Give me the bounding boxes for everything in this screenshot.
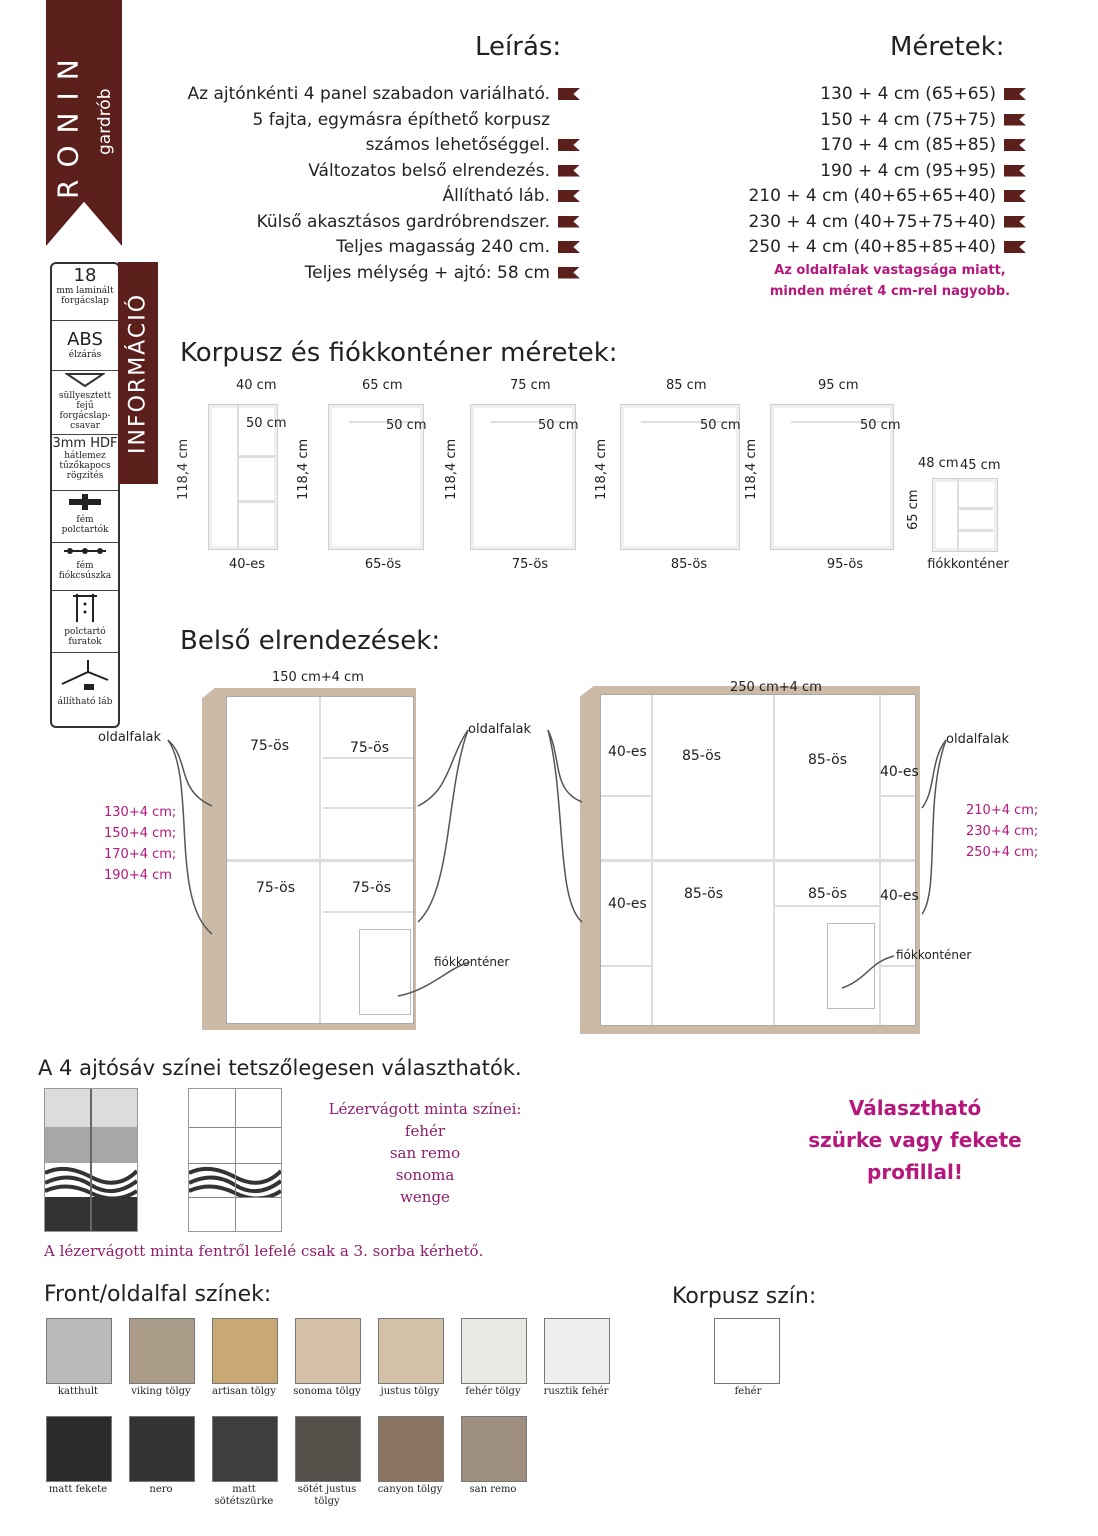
- size-line: 210 + 4 cm (40+65+65+40): [720, 184, 1026, 210]
- color-swatch: [378, 1318, 444, 1384]
- corpus-color-title: Korpusz szín:: [672, 1284, 817, 1309]
- color-swatch-label: nero: [149, 1484, 173, 1495]
- cab-95-depth: 50 cm: [860, 418, 901, 433]
- color-swatch-label: matt fekete: [48, 1484, 108, 1495]
- color-swatch-label: katthult: [57, 1386, 99, 1397]
- feature-abs: ABS élzárás: [52, 322, 118, 371]
- front-colors-title: Front/oldalfal színek:: [44, 1282, 272, 1307]
- cab-65-label: 65-ös: [364, 557, 402, 572]
- drawer-label: fiókkonténer: [927, 557, 1009, 572]
- corpus-color-label: fehér: [734, 1386, 762, 1397]
- description-line: Változatos belső elrendezés.: [150, 159, 580, 185]
- description-line: Teljes magasság 240 cm.: [150, 235, 580, 261]
- size-line: 190 + 4 cm (95+95): [720, 159, 1026, 185]
- laser-colors: Lézervágott minta színei: fehér san remo sonoma wenge: [328, 1100, 522, 1206]
- size-line: 170 + 4 cm (85+85): [720, 133, 1026, 159]
- feature-hdf: 3mm HDF hátlemez tűzőkapocs rögzítés: [52, 436, 118, 491]
- drawer-width: 45 cm: [960, 458, 1001, 473]
- feature-screw: süllyesztett fejű forgácslap-csavar: [52, 372, 118, 435]
- color-swatch: [378, 1416, 444, 1482]
- description-line: számos lehetőséggel.: [150, 133, 580, 159]
- info-label: INFORMÁCIÓ: [125, 292, 151, 454]
- left-sides-label-right: oldalfalak: [468, 722, 532, 737]
- corpus-title: Korpusz és fiókkonténer méretek:: [180, 338, 618, 368]
- feature-drawer-slide: fém fiókcsúszka: [52, 544, 118, 591]
- right-sides-label: oldalfalak: [946, 732, 1010, 747]
- feature-adjustable-leg: állítható láb: [52, 654, 118, 724]
- color-swatch: [295, 1416, 361, 1482]
- color-swatch: [212, 1318, 278, 1384]
- corpus-color-swatch: [714, 1318, 780, 1384]
- left-size-list: 130+4 cm; 150+4 cm; 170+4 cm; 190+4 cm: [104, 805, 177, 883]
- sizes-title: Méretek:: [890, 32, 1005, 62]
- left-label-2: 75-ös: [350, 740, 389, 756]
- right-label-5: 40-es: [608, 896, 647, 912]
- right-width: 250 cm+4 cm: [730, 680, 822, 695]
- feature-shelf-holes: polctartó furatok: [52, 592, 118, 653]
- color-swatch: [46, 1318, 112, 1384]
- size-line: 150 + 4 cm (75+75): [720, 108, 1026, 134]
- right-label-8: 40-es: [880, 888, 919, 904]
- color-swatch: [129, 1318, 195, 1384]
- color-swatch: [212, 1416, 278, 1482]
- cab-85-width: 85 cm: [666, 378, 707, 393]
- cab-85-height: 118,4 cm: [594, 438, 609, 500]
- color-swatch: [295, 1318, 361, 1384]
- cab-85-depth: 50 cm: [700, 418, 741, 433]
- cab-40-label: 40-es: [228, 557, 265, 572]
- color-swatch-label: canyon tölgy: [377, 1484, 443, 1495]
- right-label-2: 85-ös: [682, 748, 721, 764]
- drawer-height: 65 cm: [906, 489, 921, 530]
- cab-85-label: 85-ös: [670, 557, 708, 572]
- description-line: Az ajtónkénti 4 panel szabadon variálható.: [150, 82, 580, 108]
- doors-title: A 4 ajtósáv színei tetszőlegesen választhatók.: [38, 1056, 522, 1080]
- cab-65-width: 65 cm: [362, 378, 403, 393]
- size-line: 230 + 4 cm (40+75+75+40): [720, 210, 1026, 236]
- cab-40-width: 40 cm: [236, 378, 277, 393]
- left-label-1: 75-ös: [250, 738, 289, 754]
- cab-40-height: 118,4 cm: [176, 438, 191, 500]
- description-title: Leírás:: [475, 32, 562, 62]
- description-line: Teljes mélység + ajtó: 58 cm: [150, 261, 580, 287]
- right-label-3: 85-ös: [808, 752, 847, 768]
- color-swatch: [461, 1416, 527, 1482]
- size-note: Az oldalfalak vastagsága miatt, minden méret 4 cm-rel nagyobb.: [769, 263, 1011, 299]
- color-swatch-label: viking tölgy: [131, 1386, 191, 1397]
- feature-shelf-holder: fém polctartók: [52, 492, 118, 543]
- cab-65-height: 118,4 cm: [296, 438, 311, 500]
- cab-95-height: 118,4 cm: [744, 438, 759, 500]
- right-size-list: 210+4 cm; 230+4 cm; 250+4 cm;: [966, 803, 1039, 860]
- right-label-4: 40-es: [880, 764, 919, 780]
- color-swatch: [461, 1318, 527, 1384]
- left-width: 150 cm+4 cm: [272, 670, 364, 685]
- color-swatch-label: san remo: [469, 1484, 517, 1495]
- color-swatch-label: justus tölgy: [380, 1386, 440, 1397]
- right-label-7: 85-ös: [808, 886, 847, 902]
- description-line: Külső akasztásos gardróbrendszer.: [150, 210, 580, 236]
- color-swatch: [46, 1416, 112, 1482]
- color-swatch-label: artisan tölgy: [212, 1386, 276, 1397]
- left-sides-label: oldalfalak: [98, 730, 162, 745]
- right-label-6: 85-ös: [684, 886, 723, 902]
- right-label-1: 40-es: [608, 744, 647, 760]
- color-swatch-label: matt sötétszürke: [214, 1484, 274, 1507]
- cab-95-width: 95 cm: [818, 378, 859, 393]
- color-swatch-label: sötét justus tölgy: [297, 1484, 357, 1507]
- size-line: 130 + 4 cm (65+65): [720, 82, 1026, 108]
- brand-subtitle: gardrób: [95, 88, 115, 156]
- color-swatch-label: rusztik fehér: [543, 1386, 609, 1397]
- color-swatch-label: sonoma tölgy: [293, 1386, 361, 1397]
- left-drawer-label: fiókkonténer: [434, 955, 510, 969]
- color-swatch: [129, 1416, 195, 1482]
- color-swatch: [544, 1318, 610, 1384]
- right-drawer-label: fiókkonténer: [896, 948, 972, 962]
- cab-75-width: 75 cm: [510, 378, 551, 393]
- cab-65-depth: 50 cm: [386, 418, 427, 433]
- door-sample-white: [188, 1088, 282, 1232]
- color-swatch-label: fehér tölgy: [465, 1386, 521, 1397]
- cab-75-depth: 50 cm: [538, 418, 579, 433]
- cab-75-height: 118,4 cm: [444, 438, 459, 500]
- laser-note: A lézervágott minta fentről lefelé csak a 3. sorba kérhető.: [44, 1242, 484, 1260]
- feature-laminate: 18 mm laminált forgácslap: [52, 266, 118, 321]
- cab-40-depth: 50 cm: [246, 416, 287, 431]
- drawer-depth: 48 cm: [918, 456, 959, 471]
- cab-75-label: 75-ös: [511, 557, 549, 572]
- description-line: Állítható láb.: [150, 184, 580, 210]
- size-line: 250 + 4 cm (40+85+85+40): [720, 235, 1026, 261]
- inner-title: Belső elrendezések:: [180, 626, 441, 656]
- profile-note: Választható szürke vagy fekete profillal!: [808, 1096, 1022, 1184]
- brand-name: RONIN: [51, 47, 85, 199]
- cab-95-label: 95-ös: [826, 557, 864, 572]
- description-line: 5 fajta, egymásra építhető korpusz: [252, 109, 550, 130]
- door-sample-colored: [44, 1088, 138, 1232]
- left-label-4: 75-ös: [352, 880, 391, 896]
- left-label-3: 75-ös: [256, 880, 295, 896]
